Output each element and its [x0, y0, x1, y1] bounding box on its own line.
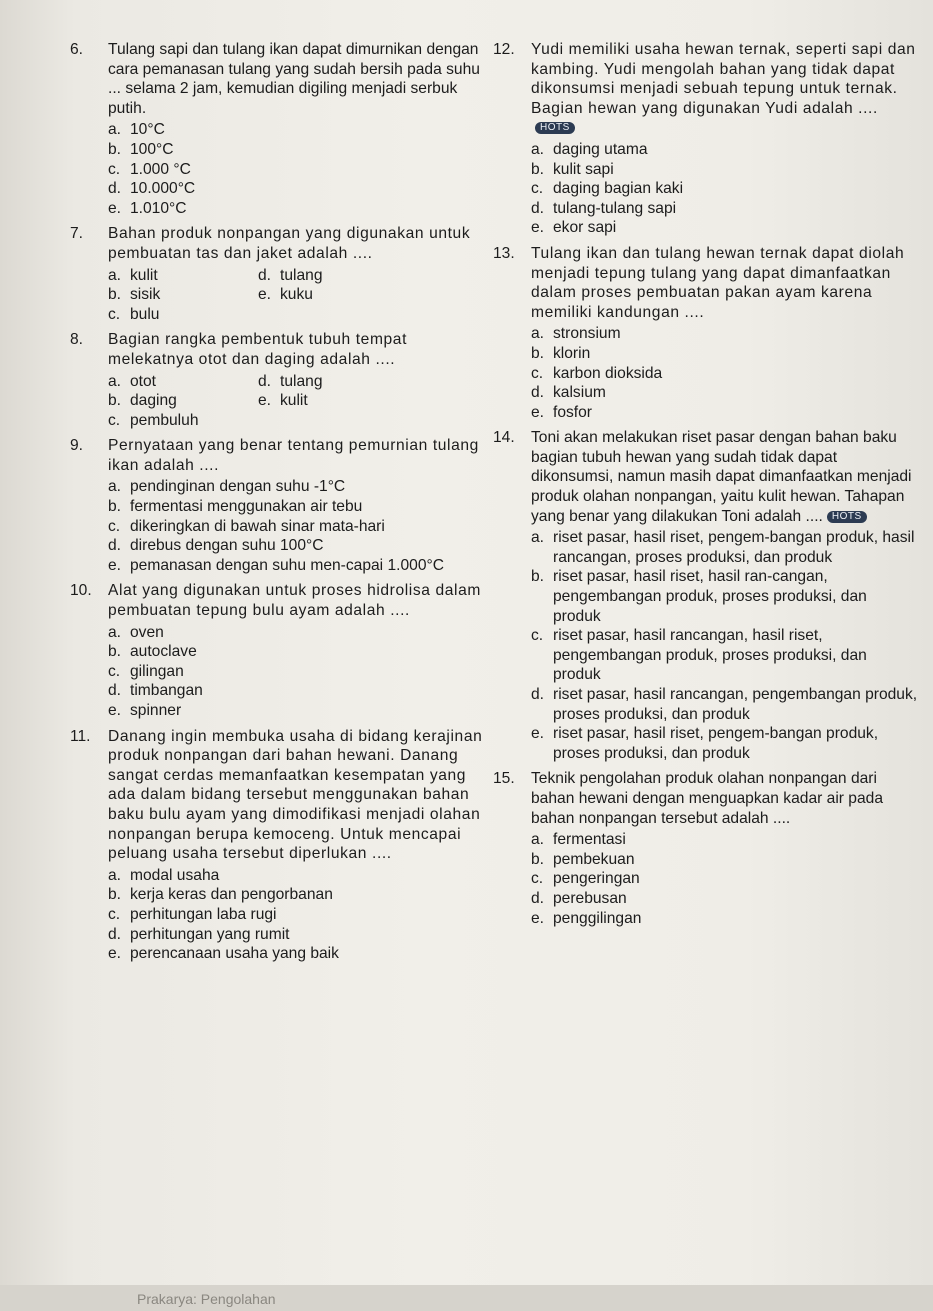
stem-text: Toni akan melakukan riset pasar dengan bahan baku bagian tubuh hewan yang sudah tidak dapat dikonsumsi, namun masih dapat dimanfaatkan menjadi produk olahan nonpangan, yaitu kulit hewan. Tahapan yang benar yang dilakukan Toni adalah .... — [531, 429, 912, 525]
question-7 — [70, 224, 490, 324]
option-e[interactable] — [108, 199, 490, 219]
question-8 — [70, 330, 490, 430]
option-text: spinner — [130, 702, 182, 719]
option-c[interactable] — [531, 179, 918, 199]
option-text: 10.000°C — [130, 180, 196, 198]
option-text: tulang — [280, 372, 323, 390]
question-number: 14. — [493, 429, 515, 447]
option-d[interactable] — [108, 681, 490, 701]
question-stem: Teknik pengolahan produk olahan nonpangan dari bahan hewani dengan menguapkan kadar air pada bahan nonpangan tersebut adalah .... — [531, 770, 884, 827]
option-text: riset pasar, hasil riset, hasil ran-cangan, pengembangan produk, proses produksi, dan produk — [553, 568, 867, 625]
option-text: penggilingan — [553, 909, 642, 927]
question-stem: Pernyataan yang benar tentang pemurnian tulang ikan adalah .... — [108, 437, 479, 474]
question-10 — [70, 581, 490, 720]
option-letter: b. — [531, 344, 545, 362]
option-letter: c. — [108, 160, 121, 178]
option-a[interactable] — [108, 372, 258, 392]
option-letter: b. — [108, 886, 122, 904]
option-text: kuku — [280, 286, 313, 304]
option-b[interactable] — [531, 160, 918, 180]
option-letter: a. — [108, 121, 122, 139]
option-b[interactable] — [108, 391, 258, 411]
question-stem: Bagian rangka pembentuk tubuh tempat melekatnya otot dan daging adalah .... — [108, 331, 408, 368]
stem-text: Yudi memiliki usaha hewan ternak, seperti sapi dan kambing. Yudi mengolah bahan yang tidak dapat dikonsumsi menjadi sebuah tepung untuk ternak. Bagian hewan yang digunakan Yudi adalah .... — [531, 41, 916, 117]
option-c[interactable] — [531, 626, 918, 685]
option-letter: e. — [531, 403, 545, 421]
option-text: 100°C — [130, 140, 174, 158]
option-c[interactable] — [108, 517, 490, 537]
option-letter: b. — [108, 643, 122, 661]
hots-badge: HOTS — [827, 511, 867, 523]
question-number: 7. — [70, 225, 84, 243]
option-e[interactable] — [531, 218, 918, 238]
option-e[interactable] — [531, 909, 918, 929]
option-a[interactable] — [108, 623, 490, 643]
option-text: pembekuan — [553, 850, 635, 868]
option-list — [108, 266, 490, 325]
option-c[interactable] — [108, 160, 490, 180]
option-text: ekor sapi — [553, 219, 617, 237]
option-text: direbus dengan suhu 100°C — [130, 537, 324, 555]
option-letter: c. — [108, 905, 121, 923]
option-d[interactable] — [531, 889, 918, 909]
question-number: 15. — [493, 770, 515, 788]
option-letter: e. — [108, 199, 122, 217]
option-d[interactable] — [108, 179, 490, 199]
question-stem: Tulang ikan dan tulang hewan ternak dapat diolah menjadi tepung tulang yang dapat dimanfaatkan dalam proses pembuatan pakan ayam karena memiliki kandungan .... — [531, 244, 905, 321]
option-list — [108, 866, 490, 964]
option-a[interactable] — [531, 140, 918, 160]
question-number: 13. — [493, 244, 515, 262]
option-letter: d. — [108, 682, 122, 700]
question-stem — [531, 40, 918, 138]
question-stem — [531, 428, 918, 526]
option-letter: d. — [258, 266, 272, 284]
option-text: riset pasar, hasil rancangan, pengembangan produk, proses produksi, dan produk — [553, 686, 918, 723]
option-letter: b. — [108, 140, 122, 158]
option-letter: a. — [108, 623, 122, 641]
option-letter: d. — [108, 925, 122, 943]
option-letter: d. — [531, 889, 545, 907]
option-a[interactable] — [108, 120, 490, 140]
option-d[interactable] — [258, 266, 408, 286]
option-letter: b. — [108, 286, 122, 304]
option-text: riset pasar, hasil riset, pengem-bangan produk, proses produksi, dan produk — [553, 725, 879, 762]
question-15 — [493, 769, 918, 928]
option-c[interactable] — [108, 905, 490, 925]
option-list — [108, 120, 490, 218]
option-letter: c. — [531, 180, 544, 198]
question-stem: Danang ingin membuka usaha di bidang kerajinan produk nonpangan dari bahan hewani. Danang sangat cerdas memanfaatkan kesempatan yang ada dalam bidang tersebut menggunakan bahan baku bulu ayam yang dimodifikasi menjadi olahan nonpangan berupa kemoceng. Untuk mencapai peluang usaha tersebut diperlukan .... — [108, 727, 483, 863]
option-text: bulu — [130, 305, 160, 323]
option-text: riset pasar, hasil riset, pengem-bangan produk, hasil rancangan, proses produksi, dan produk — [553, 529, 915, 566]
left-column — [70, 40, 490, 970]
option-letter: a. — [531, 831, 545, 849]
option-e[interactable] — [531, 403, 918, 423]
option-a[interactable] — [531, 830, 918, 850]
option-text: 1.000 °C — [130, 160, 191, 178]
option-text: autoclave — [130, 643, 197, 661]
option-letter: a. — [108, 866, 122, 884]
option-b[interactable] — [531, 344, 918, 364]
option-letter: a. — [531, 529, 545, 547]
option-letter: c. — [531, 870, 544, 888]
option-e[interactable] — [258, 391, 408, 411]
option-text: 1.010°C — [130, 199, 187, 217]
option-list — [108, 623, 490, 721]
option-text: riset pasar, hasil rancangan, hasil riset, pengembangan produk, proses produksi, dan produk — [553, 627, 867, 684]
option-letter: a. — [108, 372, 122, 390]
option-c[interactable] — [531, 364, 918, 384]
option-text: perhitungan laba rugi — [130, 905, 277, 923]
option-letter: d. — [531, 384, 545, 402]
option-text: kerja keras dan pengorbanan — [130, 886, 333, 904]
option-list — [531, 528, 918, 763]
option-letter: e. — [108, 945, 122, 963]
option-text: kulit — [130, 266, 158, 284]
option-text: pengeringan — [553, 870, 640, 888]
option-letter: c. — [531, 627, 544, 645]
question-number: 11. — [70, 727, 91, 745]
option-a[interactable] — [531, 324, 918, 344]
option-letter: c. — [108, 411, 121, 429]
option-text: stronsium — [553, 325, 621, 343]
option-letter: e. — [531, 725, 545, 743]
question-number: 12. — [493, 41, 515, 58]
option-text: 10°C — [130, 121, 165, 139]
option-letter: a. — [531, 325, 545, 343]
option-letter: c. — [108, 305, 121, 323]
option-text: modal usaha — [130, 866, 220, 884]
option-text: kulit sapi — [553, 160, 614, 178]
question-stem: Alat yang digunakan untuk proses hidrolisa dalam pembuatan tepung bulu ayam adalah .... — [108, 582, 481, 620]
option-text: tulang — [280, 266, 323, 284]
option-list — [108, 372, 490, 431]
option-letter: e. — [258, 392, 272, 410]
option-text: oven — [130, 623, 164, 641]
option-text: pemanasan dengan suhu men-capai 1.000°C — [130, 556, 444, 574]
option-list — [108, 477, 490, 575]
option-b[interactable] — [108, 885, 490, 905]
question-9 — [70, 436, 490, 575]
footer-text: Prakarya: Pengolahan — [137, 1291, 276, 1307]
option-e[interactable] — [108, 701, 490, 721]
option-d[interactable] — [531, 199, 918, 219]
option-d[interactable] — [108, 925, 490, 945]
option-letter: e. — [108, 556, 122, 574]
option-text: gilingan — [130, 662, 184, 680]
question-13 — [493, 244, 918, 422]
option-c[interactable] — [108, 662, 490, 682]
option-letter: a. — [531, 140, 545, 158]
question-14 — [493, 428, 918, 763]
option-d[interactable] — [531, 383, 918, 403]
option-text: dikeringkan di bawah sinar mata-hari — [130, 517, 385, 535]
option-a[interactable] — [531, 528, 918, 567]
option-letter: d. — [108, 180, 122, 198]
option-letter: b. — [108, 392, 122, 410]
option-letter: d. — [108, 537, 122, 555]
option-d[interactable] — [108, 536, 490, 556]
option-text: perencanaan usaha yang baik — [130, 945, 339, 963]
option-text: karbon dioksida — [553, 364, 663, 382]
option-b[interactable] — [531, 850, 918, 870]
right-column — [493, 40, 918, 934]
option-a[interactable] — [108, 266, 258, 286]
option-text: sisik — [130, 286, 161, 304]
option-e[interactable] — [531, 724, 918, 763]
option-letter: e. — [258, 286, 272, 304]
option-text: pembuluh — [130, 411, 199, 429]
option-letter: c. — [108, 517, 121, 535]
option-b[interactable] — [531, 567, 918, 626]
option-text: pendinginan dengan suhu -1°C — [130, 478, 346, 496]
option-text: daging — [130, 392, 177, 410]
option-letter: b. — [531, 160, 545, 178]
option-b[interactable] — [108, 642, 490, 662]
question-number: 8. — [70, 331, 84, 349]
option-letter: d. — [258, 372, 272, 390]
option-text: kalsium — [553, 384, 606, 402]
option-c[interactable] — [108, 411, 258, 431]
question-stem: Tulang sapi dan tulang ikan dapat dimurnikan dengan cara pemanasan tulang yang sudah bersih pada suhu ... selama 2 jam, kemudian digiling menjadi serbuk putih. — [108, 41, 480, 117]
option-letter: b. — [108, 498, 122, 516]
question-number: 6. — [70, 41, 84, 58]
question-number: 10. — [70, 582, 92, 600]
option-letter: c. — [108, 662, 121, 680]
option-letter: a. — [108, 266, 122, 284]
option-a[interactable] — [108, 866, 490, 886]
page-footer — [0, 1285, 933, 1311]
option-text: otot — [130, 372, 157, 390]
option-a[interactable] — [108, 477, 490, 497]
option-b[interactable] — [108, 497, 490, 517]
option-text: timbangan — [130, 682, 203, 700]
option-text: daging utama — [553, 140, 648, 158]
option-letter: b. — [531, 568, 545, 586]
option-letter: e. — [531, 909, 545, 927]
option-b[interactable] — [108, 140, 490, 160]
option-c[interactable] — [108, 305, 258, 325]
option-d[interactable] — [531, 685, 918, 724]
option-letter: a. — [108, 478, 122, 496]
option-b[interactable] — [108, 285, 258, 305]
option-text: tulang-tulang sapi — [553, 199, 677, 217]
option-text: daging bagian kaki — [553, 180, 684, 198]
question-number: 9. — [70, 437, 84, 455]
option-text: fermentasi — [553, 831, 626, 849]
option-list — [531, 830, 918, 928]
option-e[interactable] — [258, 285, 408, 305]
option-text: perebusan — [553, 889, 627, 907]
option-text: kulit — [280, 392, 308, 410]
option-letter: d. — [531, 686, 545, 703]
hots-badge: HOTS — [535, 122, 575, 134]
option-e[interactable] — [108, 944, 490, 964]
option-text: fosfor — [553, 403, 592, 421]
question-12 — [493, 40, 918, 238]
option-d[interactable] — [258, 372, 408, 392]
option-text: fermentasi menggunakan air tebu — [130, 498, 363, 516]
question-stem: Bahan produk nonpangan yang digunakan untuk pembuatan tas dan jaket adalah .... — [108, 225, 471, 262]
option-letter: c. — [531, 364, 544, 382]
option-letter: b. — [531, 850, 545, 868]
option-list — [531, 140, 918, 238]
option-text: perhitungan yang rumit — [130, 925, 290, 943]
option-letter: e. — [108, 702, 122, 719]
option-c[interactable] — [531, 869, 918, 889]
option-e[interactable] — [108, 556, 490, 576]
option-letter: e. — [531, 219, 545, 237]
option-list — [531, 324, 918, 422]
question-11 — [70, 727, 490, 964]
option-letter: d. — [531, 199, 545, 217]
option-text: klorin — [553, 344, 591, 362]
question-6 — [70, 40, 490, 218]
